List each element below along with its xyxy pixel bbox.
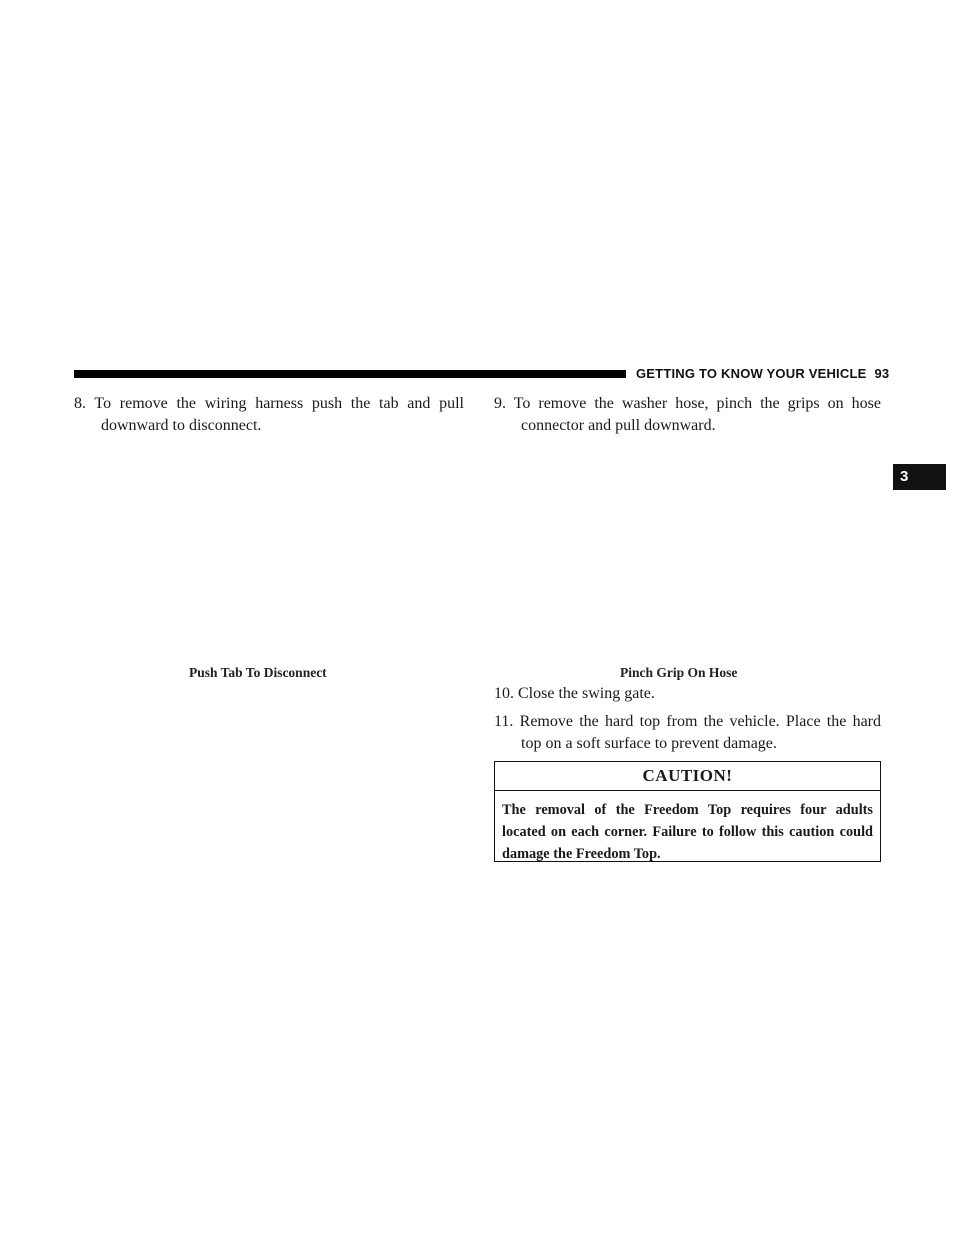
step-text-line1: To remove the washer hose, pinch the grips on hose [513,395,881,412]
step-11 [494,711,881,755]
caution-box [494,761,881,862]
step-text-line1: Close the swing gate. [518,685,655,702]
step-number: 9. [494,395,506,412]
step-text-line1: Remove the hard top from the vehicle. Place the hard [519,713,882,730]
section-title: GETTING TO KNOW YOUR VEHICLE [636,366,867,381]
step-number: 10. [494,685,514,702]
running-header [636,366,890,381]
step-10 [494,683,881,705]
chapter-tab[interactable]: 3 [893,464,946,490]
step-9 [494,393,881,437]
caution-text: The removal of the Freedom Top requires four adults located on each corner. Failure to follow this caution could damage the Freedom Top. [502,802,873,862]
step-text-line2: top on a soft surface to prevent damage. [521,735,777,752]
step-text-line2: downward to disconnect. [101,417,262,434]
step-text-line1: To remove the wiring harness push the tab and pull [94,395,464,412]
page-number: 93 [874,366,890,381]
step-text-line2: connector and pull downward. [521,417,716,434]
caution-title: CAUTION! [495,762,880,791]
step-8 [74,393,464,437]
figure-caption-left: Push Tab To Disconnect [189,665,327,680]
step-number: 11. [494,713,514,730]
figure-caption-right: Pinch Grip On Hose [620,665,738,680]
step-number: 8. [74,395,86,412]
header-rule [74,370,626,378]
